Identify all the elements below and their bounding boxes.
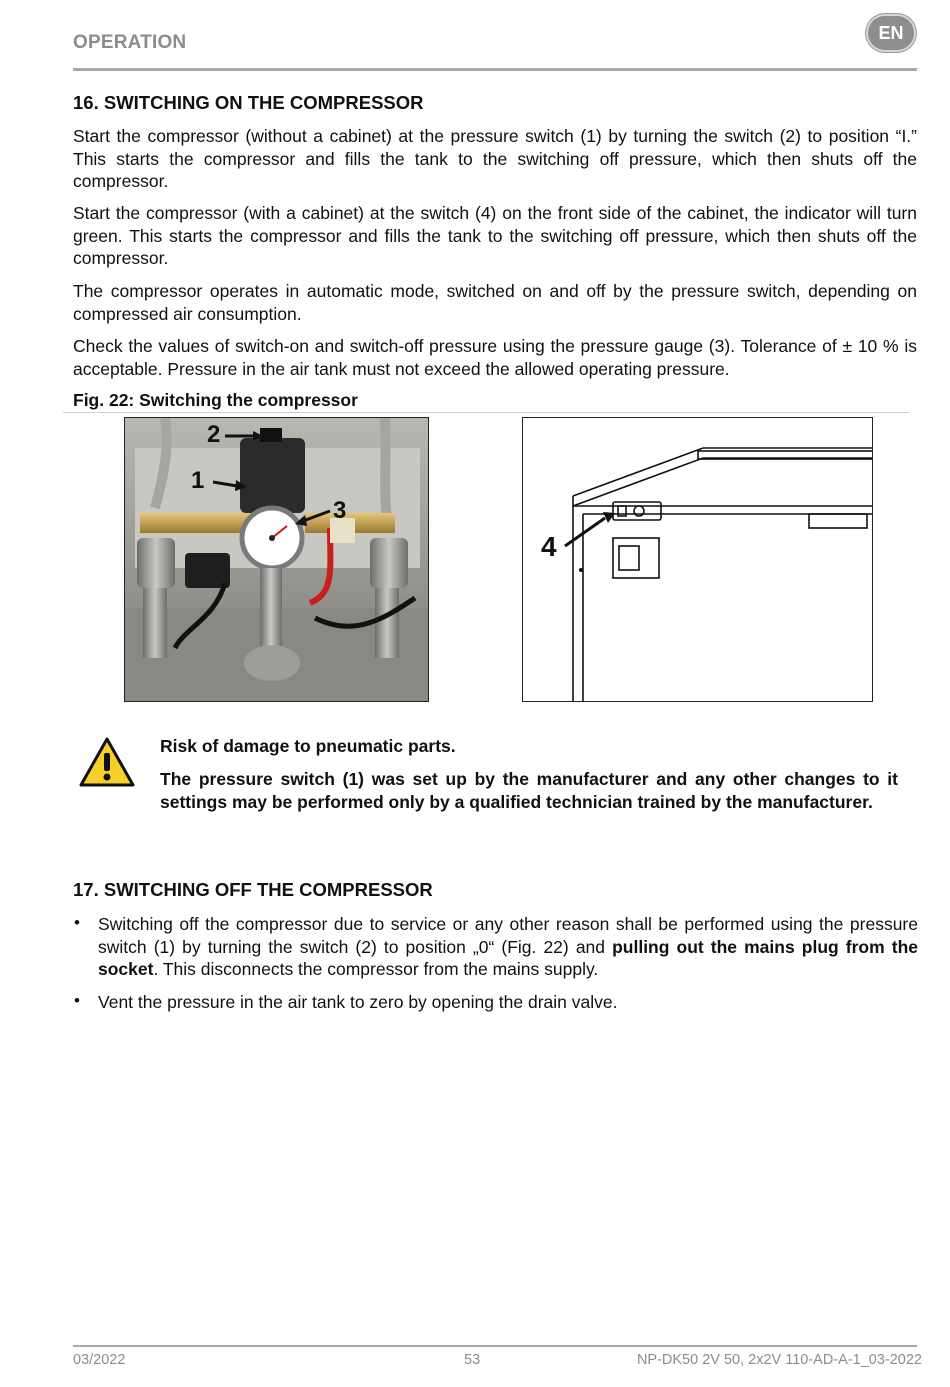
bullet-item-2: Vent the pressure in the air tank to zero by opening the drain valve. bbox=[98, 992, 618, 1012]
callout-1: 1 bbox=[191, 467, 205, 494]
callout-4: 4 bbox=[541, 531, 557, 562]
bullet-marker: • bbox=[74, 913, 80, 932]
footer-document-id: NP-DK50 2V 50, 2x2V 110-AD-A-1_03-2022 bbox=[636, 1352, 922, 1368]
cabinet-drawing-illustration bbox=[523, 418, 873, 702]
callout-2: 2 bbox=[207, 421, 221, 448]
section-header: OPERATION bbox=[73, 32, 187, 53]
paragraph-1: Start the compressor (without a cabinet) at the pressure switch (1) by turning the switch (2) to position “I.” This starts the compressor and fills the tank to the switching off pressure, which then shuts off the compressor. bbox=[73, 126, 917, 191]
section-16-title: 16. SWITCHING ON THE COMPRESSOR bbox=[73, 92, 424, 113]
language-badge: EN bbox=[866, 14, 916, 52]
bullet-marker: • bbox=[74, 991, 80, 1010]
figure-caption: Fig. 22: Switching the compressor bbox=[73, 390, 358, 410]
warning-icon bbox=[78, 736, 136, 788]
bullet-1-text-start: Switching off the compressor due to service or any other reason shall be performed using the pressure switch (1) by turning the switch (2) to position „0“ (Fig. 22) and bbox=[98, 914, 918, 957]
warning-title: Risk of damage to pneumatic parts. bbox=[160, 736, 456, 756]
figure-divider bbox=[63, 412, 909, 413]
section-17-title: 17. SWITCHING OFF THE COMPRESSOR bbox=[73, 879, 433, 900]
paragraph-2: Start the compressor (with a cabinet) at the switch (4) on the front side of the cabinet, the indicator will turn green. This starts the compressor and fills the tank to the switching off pressure, which then shuts off the compressor. bbox=[73, 203, 917, 268]
bullet-1-emphasis: pulling out the mains plug from the socket bbox=[98, 936, 918, 979]
paragraph-3: The compressor operates in automatic mode, switched on and off by the pressure switch, depending on compressed air consumption. bbox=[73, 281, 917, 324]
footer-divider bbox=[73, 1345, 917, 1347]
paragraph-4: Check the values of switch-on and switch-off pressure using the pressure gauge (3). Tolerance of ± 10 % is acceptable. Pressure in the air tank must not exceed the allowed operating pressure. bbox=[73, 336, 917, 379]
warning-text: The pressure switch (1) was set up by the manufacturer and any other changes to it settings may be performed only by a qualified technician trained by the manufacturer. bbox=[160, 769, 898, 812]
header-divider bbox=[73, 68, 917, 71]
footer-date: 03/2022 bbox=[73, 1352, 126, 1368]
bullet-1-text-end: . This disconnects the compressor from the mains supply. bbox=[153, 959, 599, 979]
cabinet-drawing bbox=[522, 417, 873, 702]
compressor-photo-illustration bbox=[125, 418, 429, 702]
compressor-photo bbox=[124, 417, 429, 702]
page-number: 53 bbox=[464, 1352, 481, 1368]
callout-3: 3 bbox=[333, 497, 347, 524]
bullet-item-1 bbox=[98, 913, 918, 981]
